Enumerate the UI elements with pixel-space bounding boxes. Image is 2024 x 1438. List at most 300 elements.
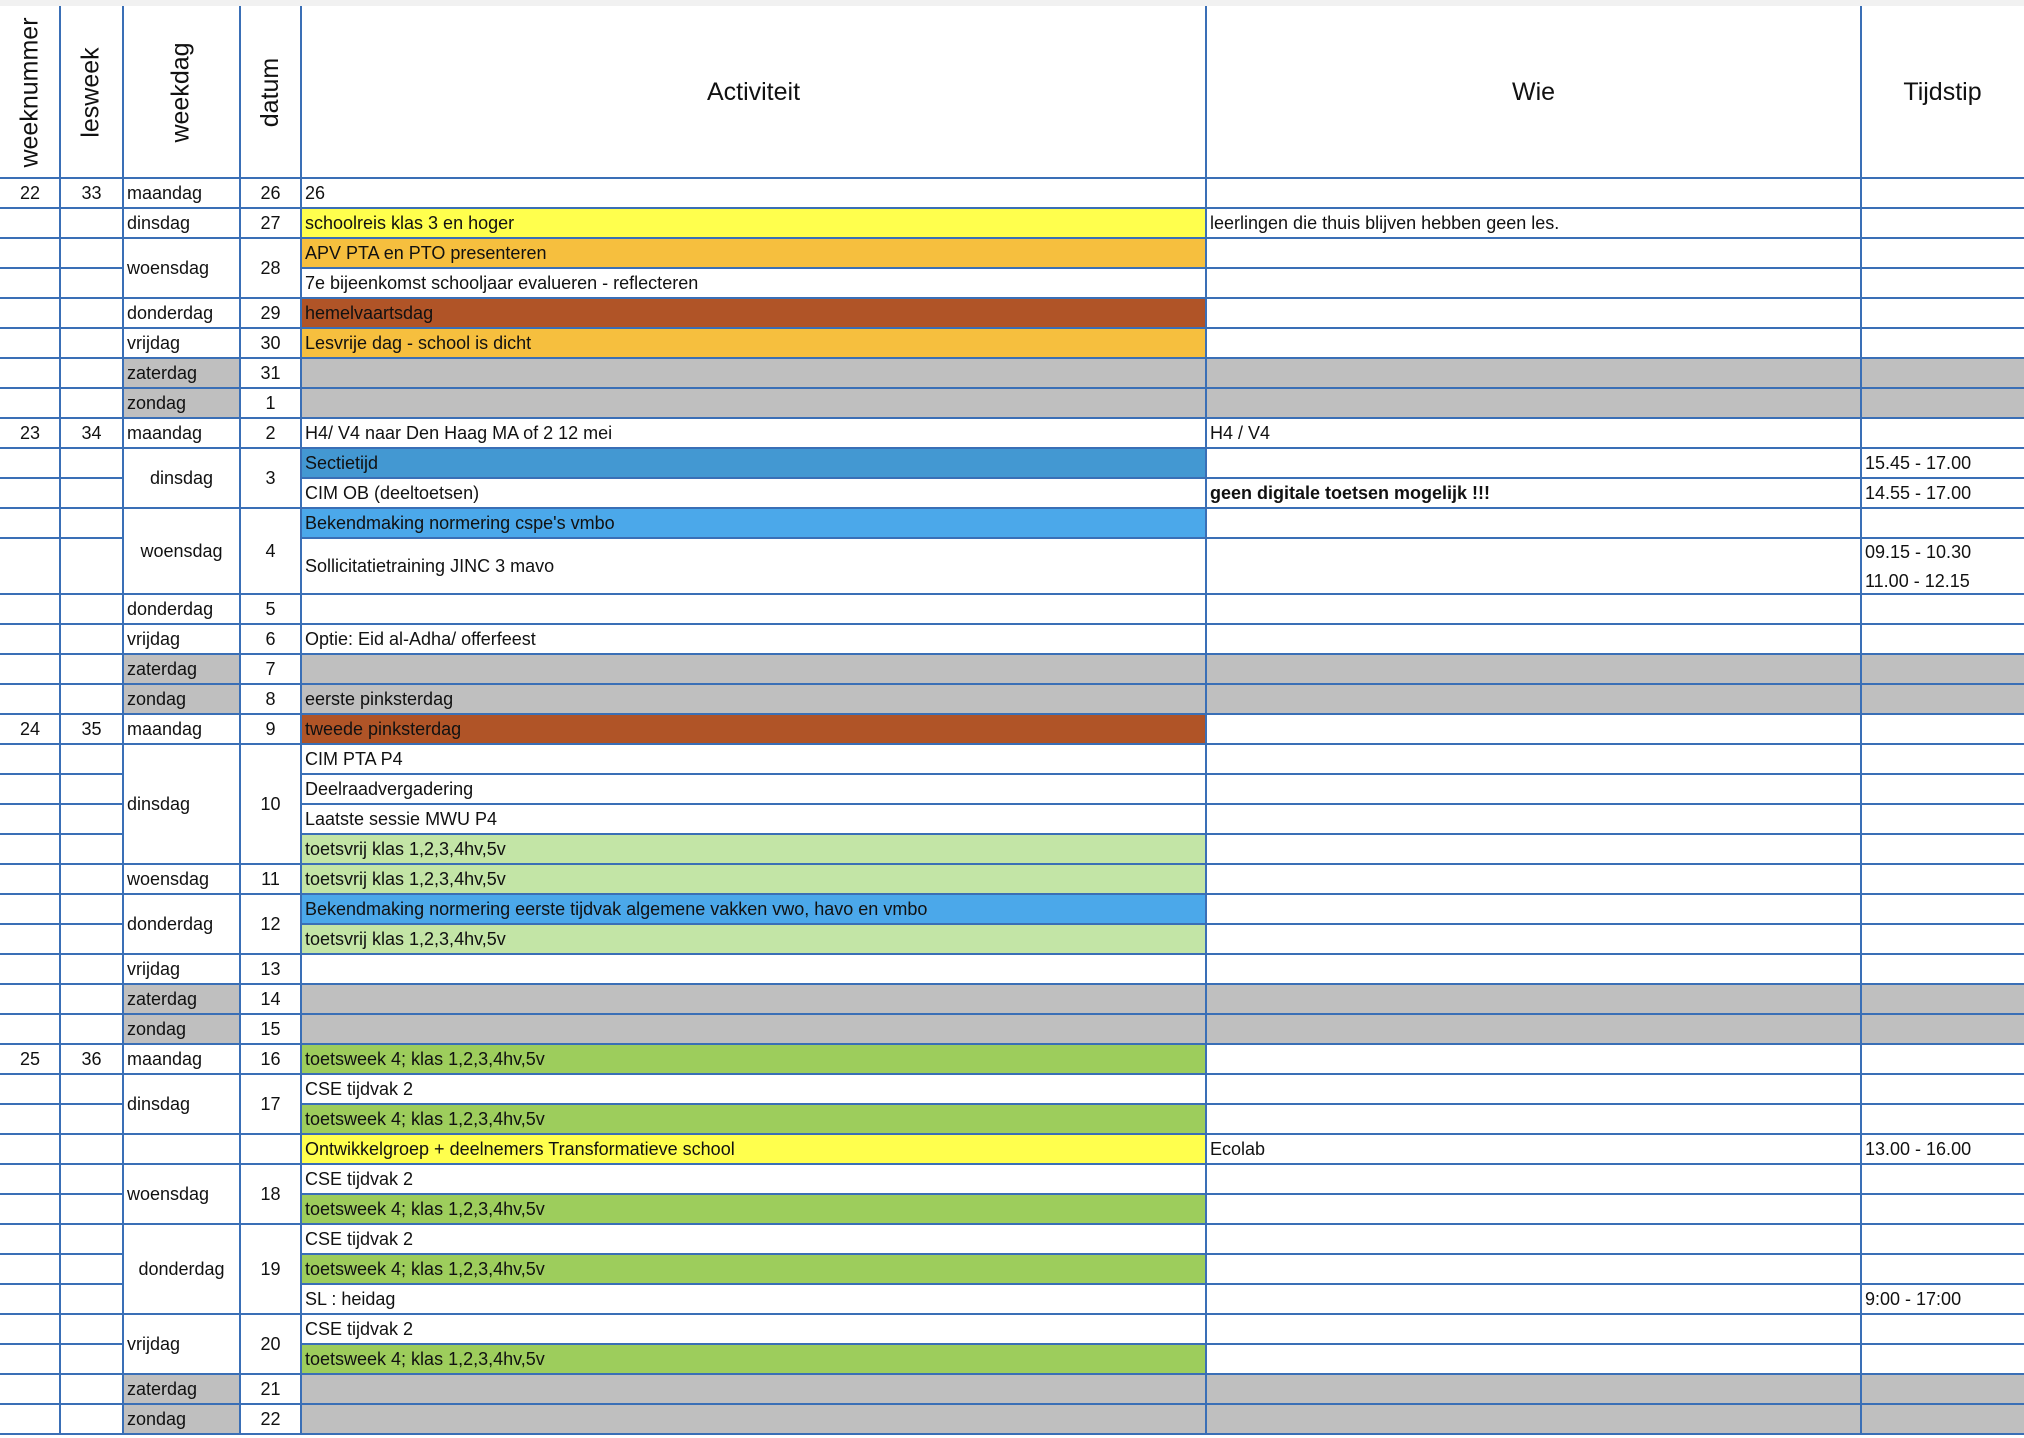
lesweek-cell	[60, 894, 123, 924]
row-line	[301, 1253, 2024, 1255]
row-line	[0, 683, 2024, 685]
header-lesweek	[60, 6, 123, 178]
row-line	[0, 1433, 2024, 1435]
header-weekdag-label: weekdag	[166, 41, 195, 143]
tijdstip-cell: 9:00 - 17:00	[1865, 1288, 1962, 1309]
activiteit-cell	[301, 1404, 1206, 1434]
activiteit-cell	[301, 1374, 1206, 1404]
weekdag-cell: maandag	[127, 182, 203, 203]
weeknummer-cell	[0, 358, 60, 388]
tijdstip-cell	[1861, 358, 2024, 388]
activiteit-cell: toetsweek 4; klas 1,2,3,4hv,5v	[301, 1104, 1206, 1134]
activiteit-cell: toetsvrij klas 1,2,3,4hv,5v	[301, 834, 1206, 864]
datum-cell: 13	[260, 958, 281, 979]
tijdstip-cell	[1861, 984, 2024, 1014]
weekdag-cell: vrijdag	[127, 628, 181, 649]
row-line	[0, 773, 123, 775]
datum-cell: 14	[260, 988, 281, 1009]
lesweek-cell	[60, 298, 123, 328]
wie-cell	[1206, 744, 1861, 774]
lesweek-cell: 34	[81, 422, 102, 443]
tijdstip-cell	[1861, 418, 2024, 448]
lesweek-cell	[60, 1074, 123, 1104]
lesweek-cell	[60, 328, 123, 358]
lesweek-cell	[60, 1284, 123, 1314]
tijdstip-cell	[1861, 804, 2024, 834]
wie-cell	[1206, 1104, 1861, 1134]
datum-cell: 1	[265, 392, 276, 413]
tijdstip-cell	[1861, 774, 2024, 804]
weekdag-cell: donderdag	[127, 913, 214, 934]
lesweek-cell	[60, 984, 123, 1014]
row-line	[301, 1193, 2024, 1195]
wie-cell	[1206, 954, 1861, 984]
row-line	[0, 1403, 2024, 1405]
lesweek-cell	[60, 508, 123, 538]
wie-cell	[1206, 1044, 1861, 1074]
row-line	[0, 1373, 2024, 1375]
row-line	[301, 1283, 2024, 1285]
row-line	[301, 1343, 2024, 1345]
header-datum-label: datum	[256, 57, 285, 127]
weeknummer-cell	[0, 894, 60, 924]
wie-cell	[1206, 1074, 1861, 1104]
wie-cell	[1206, 298, 1861, 328]
weeknummer-cell	[0, 1164, 60, 1194]
activiteit-cell	[301, 388, 1206, 418]
tijdstip-cell	[1861, 1164, 2024, 1194]
datum-cell: 16	[260, 1048, 281, 1069]
tijdstip-cell	[1861, 208, 2024, 238]
tijdstip-cell	[1861, 1344, 2024, 1374]
row-line	[0, 357, 2024, 359]
row-line	[0, 803, 123, 805]
weekdag-cell: zaterdag	[123, 654, 240, 684]
datum-cell: 26	[260, 182, 281, 203]
wie-cell	[1206, 508, 1861, 538]
header-lesweek-label: lesweek	[77, 46, 106, 138]
tijdstip-cell	[1861, 834, 2024, 864]
datum-cell: 31	[260, 362, 281, 383]
lesweek-cell	[60, 1194, 123, 1224]
column-line	[122, 6, 124, 1434]
weeknummer-cell	[0, 388, 60, 418]
weeknummer-cell	[0, 1224, 60, 1254]
tijdstip-cell	[1861, 744, 2024, 774]
wie-cell	[1206, 654, 1861, 684]
wie-cell	[1206, 984, 1861, 1014]
tijdstip-cell: 15.45 - 17.00	[1865, 452, 1972, 473]
row-line	[0, 833, 123, 835]
weeknummer-cell	[0, 538, 60, 594]
column-line	[1205, 6, 1207, 1434]
wie-cell	[1206, 1374, 1861, 1404]
activiteit-cell	[301, 984, 1206, 1014]
weeknummer-cell	[0, 1014, 60, 1044]
header-datum	[240, 6, 301, 178]
lesweek-cell	[60, 774, 123, 804]
wie-cell	[1206, 1194, 1861, 1224]
lesweek-cell	[60, 1164, 123, 1194]
datum-cell: 7	[265, 658, 276, 679]
datum-cell: 21	[260, 1378, 281, 1399]
header-weeknummer	[0, 6, 60, 178]
row-line	[0, 537, 123, 539]
row-line	[0, 893, 2024, 895]
wie-cell: geen digitale toetsen mogelijk !!!	[1210, 482, 1491, 503]
wie-cell	[1206, 1164, 1861, 1194]
tijdstip-cell	[1861, 714, 2024, 744]
tijdstip-cell	[1861, 1044, 2024, 1074]
header-bottom-line	[0, 177, 2024, 179]
datum-cell: 9	[265, 718, 276, 739]
wie-cell	[1206, 448, 1861, 478]
header-activiteit: Activiteit	[706, 77, 801, 106]
row-line	[0, 593, 2024, 595]
tijdstip-cell	[1861, 1224, 2024, 1254]
activiteit-cell: 26	[305, 182, 326, 203]
wie-cell	[1206, 684, 1861, 714]
lesweek-cell	[60, 538, 123, 594]
weeknummer-cell	[0, 954, 60, 984]
wie-cell: leerlingen die thuis blijven hebben geen les.	[1210, 212, 1560, 233]
lesweek-cell	[60, 834, 123, 864]
weeknummer-cell	[0, 774, 60, 804]
wie-cell	[1206, 1254, 1861, 1284]
wie-cell	[1206, 1014, 1861, 1044]
activiteit-cell: Laatste sessie MWU P4	[305, 808, 498, 829]
column-line	[239, 6, 241, 1434]
datum-cell: 15	[260, 1018, 281, 1039]
weeknummer-cell: 23	[19, 422, 41, 443]
row-line	[0, 1103, 123, 1105]
wie-cell	[1206, 894, 1861, 924]
row-line	[301, 803, 2024, 805]
activiteit-cell	[301, 358, 1206, 388]
tijdstip-cell	[1861, 924, 2024, 954]
activiteit-cell: H4/ V4 naar Den Haag MA of 2 12 mei	[305, 422, 613, 443]
row-line	[0, 1043, 2024, 1045]
activiteit-cell: CSE tijdvak 2	[305, 1228, 414, 1249]
tijdstip-cell	[1861, 538, 2024, 594]
weeknummer-cell	[0, 804, 60, 834]
header-wie: Wie	[1511, 77, 1556, 106]
tijdstip-cell: 13.00 - 16.00	[1865, 1138, 1972, 1159]
datum-cell: 5	[265, 598, 276, 619]
datum-cell: 8	[265, 688, 276, 709]
lesweek-cell	[60, 1374, 123, 1404]
wie-cell: Ecolab	[1210, 1138, 1266, 1159]
activiteit-cell: toetsweek 4; klas 1,2,3,4hv,5v	[301, 1254, 1206, 1284]
weeknummer-cell	[0, 1104, 60, 1134]
row-line	[0, 983, 2024, 985]
lesweek-cell	[60, 594, 123, 624]
lesweek-cell	[60, 208, 123, 238]
activiteit-cell: CSE tijdvak 2	[305, 1078, 414, 1099]
wie-cell: H4 / V4	[1210, 422, 1271, 443]
lesweek-cell	[60, 1404, 123, 1434]
activiteit-cell	[301, 954, 1206, 984]
weeknummer-cell	[0, 508, 60, 538]
row-line	[0, 1073, 2024, 1075]
weekdag-cell: zaterdag	[123, 358, 240, 388]
wie-cell	[1206, 624, 1861, 654]
lesweek-cell	[60, 954, 123, 984]
header-weeknummer-label: weeknummer	[15, 16, 44, 168]
wie-cell	[1206, 238, 1861, 268]
datum-cell: 2	[265, 422, 276, 443]
activiteit-cell: Optie: Eid al-Adha/ offerfeest	[305, 628, 536, 649]
weeknummer-cell	[0, 1374, 60, 1404]
activiteit-cell: eerste pinksterdag	[301, 684, 1206, 714]
tijdstip-cell	[1861, 894, 2024, 924]
wie-cell	[1206, 358, 1861, 388]
weeknummer-cell	[0, 448, 60, 478]
lesweek-cell: 35	[81, 718, 102, 739]
activiteit-cell: Sollicitatietraining JINC 3 mavo	[305, 555, 555, 576]
weekdag-cell: vrijdag	[127, 958, 181, 979]
datum-cell: 6	[265, 628, 276, 649]
datum-cell: 18	[260, 1183, 281, 1204]
datum-cell: 12	[260, 913, 281, 934]
activiteit-cell: Sectietijd	[301, 448, 1206, 478]
weekdag-cell	[123, 1134, 240, 1164]
wie-cell	[1206, 594, 1861, 624]
datum-cell: 30	[260, 332, 281, 353]
lesweek-cell: 33	[81, 182, 102, 203]
lesweek-cell	[60, 924, 123, 954]
tijdstip-cell	[1861, 624, 2024, 654]
lesweek-cell	[60, 1314, 123, 1344]
tijdstip-cell	[1861, 1074, 2024, 1104]
weekdag-cell: vrijdag	[127, 1333, 181, 1354]
activiteit-cell: Bekendmaking normering cspe's vmbo	[301, 508, 1206, 538]
activiteit-cell: CIM PTA P4	[305, 748, 403, 769]
weeknummer-cell	[0, 1074, 60, 1104]
lesweek-cell	[60, 1134, 123, 1164]
tijdstip-cell	[1861, 1194, 2024, 1224]
weekdag-cell: dinsdag	[127, 1093, 191, 1114]
tijdstip-cell	[1861, 1014, 2024, 1044]
header-weekdag	[123, 6, 240, 178]
tijdstip-cell	[1861, 1254, 2024, 1284]
tijdstip-cell	[1861, 594, 2024, 624]
wie-cell	[1206, 388, 1861, 418]
row-line	[0, 923, 123, 925]
row-line	[0, 1013, 2024, 1015]
column-line	[59, 6, 61, 1434]
row-line	[0, 237, 2024, 239]
lesweek-cell	[60, 744, 123, 774]
tijdstip-cell	[1861, 1104, 2024, 1134]
tijdstip-cell	[1861, 654, 2024, 684]
tijdstip-cell	[1861, 508, 2024, 538]
activiteit-cell: toetsvrij klas 1,2,3,4hv,5v	[301, 864, 1206, 894]
row-line	[301, 833, 2024, 835]
datum-cell: 29	[260, 302, 281, 323]
weekdag-cell: donderdag	[138, 1258, 225, 1279]
wie-cell	[1206, 864, 1861, 894]
weeknummer-cell	[0, 654, 60, 684]
row-line	[0, 297, 2024, 299]
lesweek-cell	[60, 1014, 123, 1044]
lesweek-cell	[60, 804, 123, 834]
row-line	[0, 1283, 123, 1285]
row-line	[0, 1163, 2024, 1165]
row-line	[0, 417, 2024, 419]
activiteit-cell: Lesvrije dag - school is dicht	[301, 328, 1206, 358]
datum-cell: 22	[260, 1408, 281, 1429]
weeknummer-cell	[0, 594, 60, 624]
activiteit-cell: APV PTA en PTO presenteren	[301, 238, 1206, 268]
weekdag-cell: zondag	[123, 1404, 240, 1434]
lesweek-cell	[60, 1224, 123, 1254]
weekdag-cell: zondag	[123, 684, 240, 714]
activiteit-cell: toetsweek 4; klas 1,2,3,4hv,5v	[301, 1344, 1206, 1374]
datum-cell: 27	[260, 212, 281, 233]
activiteit-cell: hemelvaartsdag	[301, 298, 1206, 328]
datum-cell: 19	[260, 1258, 281, 1279]
row-line	[0, 713, 2024, 715]
activiteit-cell: CSE tijdvak 2	[305, 1318, 414, 1339]
weekdag-cell: zaterdag	[123, 984, 240, 1014]
weeknummer-cell	[0, 1344, 60, 1374]
weeknummer-cell	[0, 238, 60, 268]
weeknummer-cell	[0, 328, 60, 358]
tijdstip-cell	[1861, 1404, 2024, 1434]
tijdstip-cell	[1861, 328, 2024, 358]
row-line	[0, 327, 2024, 329]
row-line	[0, 477, 123, 479]
activiteit-cell: 7e bijeenkomst schooljaar evalueren - reflecteren	[305, 272, 699, 293]
wie-cell	[1206, 774, 1861, 804]
wie-cell	[1206, 538, 1861, 594]
lesweek-cell	[60, 268, 123, 298]
weeknummer-cell	[0, 298, 60, 328]
weeknummer-cell: 22	[19, 182, 41, 203]
weekdag-cell: zondag	[123, 388, 240, 418]
activiteit-cell	[301, 594, 1206, 624]
wie-cell	[1206, 804, 1861, 834]
weekdag-cell: donderdag	[127, 302, 214, 323]
weeknummer-cell	[0, 834, 60, 864]
row-line	[0, 1223, 2024, 1225]
tijdstip-cell	[1861, 864, 2024, 894]
tijdstip-cell	[1861, 684, 2024, 714]
lesweek-cell	[60, 478, 123, 508]
activiteit-cell: Bekendmaking normering eerste tijdvak algemene vakken vwo, havo en vmbo	[301, 894, 1206, 924]
wie-cell	[1206, 1404, 1861, 1434]
weeknummer-cell: 25	[19, 1048, 41, 1069]
datum-cell: 4	[265, 540, 276, 561]
weeknummer-cell	[0, 1404, 60, 1434]
wie-cell	[1206, 1314, 1861, 1344]
tijdstip-cell	[1861, 238, 2024, 268]
tijdstip-cell	[1861, 388, 2024, 418]
lesweek-cell	[60, 448, 123, 478]
tijdstip-cell	[1861, 178, 2024, 208]
datum-cell: 28	[260, 257, 281, 278]
weeknummer-cell	[0, 208, 60, 238]
weeknummer-cell	[0, 1194, 60, 1224]
weeknummer-cell	[0, 984, 60, 1014]
row-line	[301, 923, 2024, 925]
activiteit-cell: SL : heidag	[305, 1288, 396, 1309]
wie-cell	[1206, 1284, 1861, 1314]
activiteit-cell: Ontwikkelgroep + deelnemers Transformatieve school	[301, 1134, 1206, 1164]
weeknummer-cell	[0, 1254, 60, 1284]
weeknummer-cell	[0, 478, 60, 508]
lesweek-cell	[60, 1344, 123, 1374]
tijdstip-cell: 14.55 - 17.00	[1865, 482, 1972, 503]
row-line	[0, 1253, 123, 1255]
tijdstip-cell	[1861, 298, 2024, 328]
lesweek-cell	[60, 388, 123, 418]
row-line	[0, 207, 2024, 209]
row-line	[0, 1343, 123, 1345]
tijdstip-cell	[1861, 1374, 2024, 1404]
weeknummer-cell	[0, 624, 60, 654]
datum-cell: 20	[260, 1333, 281, 1354]
activiteit-cell: Deelraadvergadering	[305, 778, 474, 799]
weekdag-cell: zaterdag	[123, 1374, 240, 1404]
weekdag-cell: woensdag	[127, 1183, 210, 1204]
weekdag-cell: maandag	[127, 1048, 203, 1069]
tijdstip-cell	[1861, 1314, 2024, 1344]
weekdag-cell: maandag	[127, 422, 203, 443]
row-line	[301, 477, 2024, 479]
row-line	[301, 1103, 2024, 1105]
weeknummer-cell	[0, 744, 60, 774]
lesweek-cell	[60, 358, 123, 388]
tijdstip-line: 11.00 - 12.15	[1865, 570, 1970, 591]
wie-cell	[1206, 834, 1861, 864]
weeknummer-cell	[0, 1134, 60, 1164]
weekdag-cell: dinsdag	[127, 212, 191, 233]
weeknummer-cell	[0, 1314, 60, 1344]
activiteit-cell: toetsweek 4; klas 1,2,3,4hv,5v	[301, 1044, 1206, 1074]
weekdag-cell: zondag	[123, 1014, 240, 1044]
wie-cell	[1206, 714, 1861, 744]
weekdag-cell: woensdag	[140, 540, 223, 561]
activiteit-cell: schoolreis klas 3 en hoger	[301, 208, 1206, 238]
lesweek-cell: 36	[81, 1048, 102, 1069]
row-line	[0, 653, 2024, 655]
weekdag-cell: woensdag	[127, 868, 210, 889]
weekdag-cell: woensdag	[127, 257, 210, 278]
wie-cell	[1206, 178, 1861, 208]
activiteit-cell: tweede pinksterdag	[301, 714, 1206, 744]
lesweek-cell	[60, 238, 123, 268]
lesweek-cell	[60, 864, 123, 894]
lesweek-cell	[60, 624, 123, 654]
datum-cell: 11	[261, 868, 280, 889]
activiteit-cell: CIM OB (deeltoetsen)	[305, 482, 480, 503]
wie-cell	[1206, 1344, 1861, 1374]
datum-cell: 10	[260, 793, 281, 814]
datum-cell: 17	[260, 1093, 281, 1114]
activiteit-cell	[301, 1014, 1206, 1044]
weekdag-cell: donderdag	[127, 598, 214, 619]
weeknummer-cell: 24	[19, 718, 41, 739]
weekdag-cell: dinsdag	[127, 793, 191, 814]
lesweek-cell	[60, 684, 123, 714]
row-line	[0, 743, 2024, 745]
row-line	[0, 447, 2024, 449]
activiteit-cell	[301, 654, 1206, 684]
row-line	[0, 1193, 123, 1195]
row-line	[0, 863, 2024, 865]
